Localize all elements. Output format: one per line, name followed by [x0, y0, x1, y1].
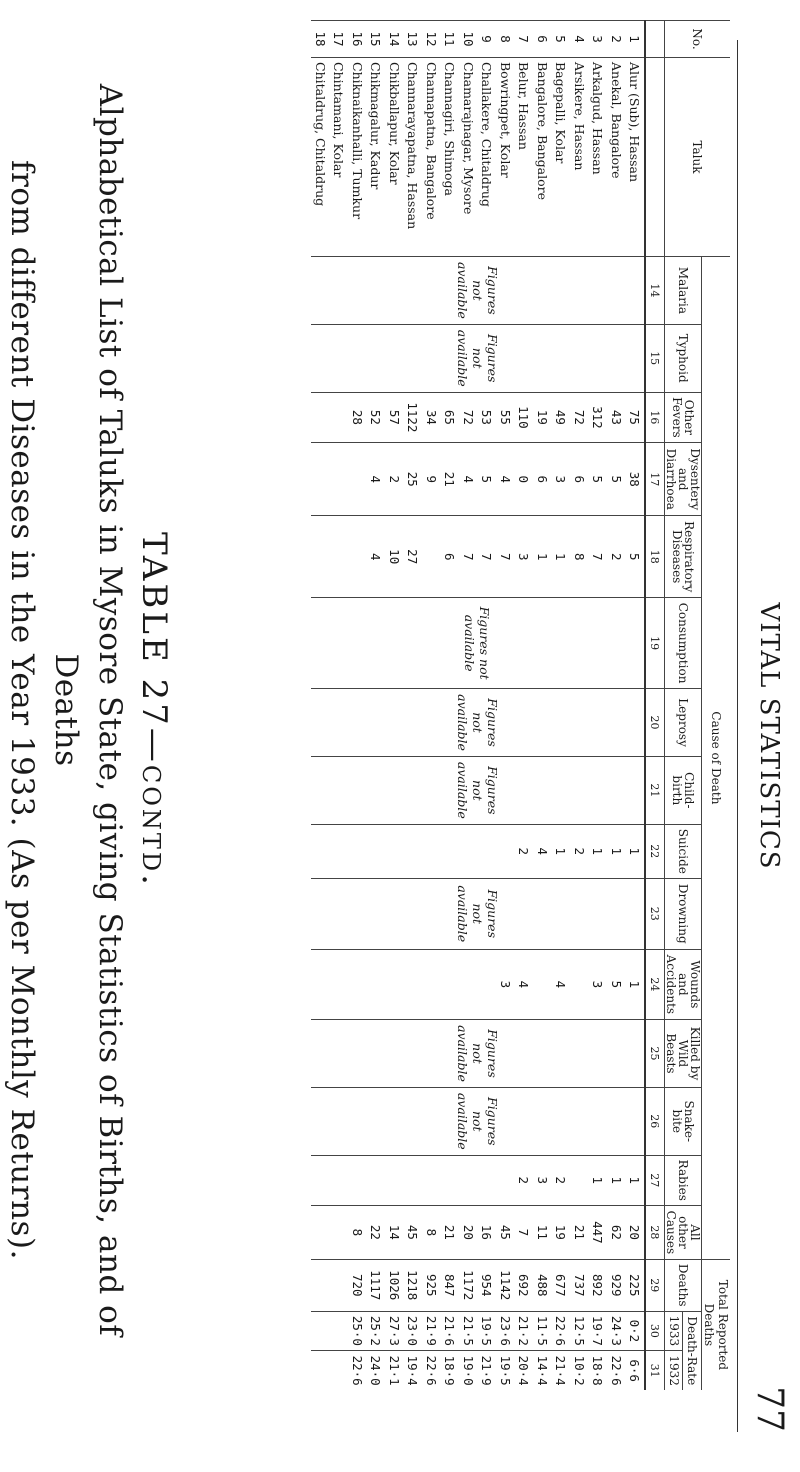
cell-respiratory: 5 [626, 516, 646, 598]
cell-wounds: 4 [515, 949, 534, 1019]
column-number: 15 [645, 324, 665, 392]
cell-deaths: 1117 [367, 1259, 386, 1311]
cell-dysentery: 3 [552, 443, 571, 516]
col-header-death-rate: Death-Rate [683, 1311, 702, 1390]
col-header-total-reported-deaths: Total Reported Deaths [702, 1259, 731, 1390]
cell-respiratory: 1 [552, 516, 571, 598]
column-number: 19 [645, 598, 665, 689]
cell-rate-1932: 18·9 [441, 1351, 460, 1390]
column-number: 26 [645, 1087, 665, 1155]
col-header-deaths: Deaths [665, 1259, 702, 1311]
page-number: 77 [749, 1386, 790, 1432]
cell-suicide [441, 824, 460, 878]
cell-all-other: 14 [385, 1205, 404, 1259]
column-number: 21 [645, 756, 665, 824]
cell-dysentery: 4 [459, 443, 478, 516]
cell-suicide: 1 [607, 824, 626, 878]
cell-all-other: 45 [496, 1205, 515, 1259]
cell-wounds [441, 949, 460, 1019]
cell-suicide [422, 824, 441, 878]
cell-dysentery: 21 [441, 443, 460, 516]
cell-deaths: 692 [515, 1259, 534, 1311]
cell-respiratory: 7 [478, 516, 497, 598]
col-header-leprosy: Leprosy [665, 689, 702, 757]
cell-respiratory [311, 516, 330, 598]
cell-all-other: 11 [533, 1205, 552, 1259]
column-number: 16 [645, 392, 665, 443]
cell-rate-1932: 18·8 [589, 1351, 608, 1390]
row-number: 9 [478, 21, 497, 58]
col-header-typhoid: Typhoid [665, 324, 702, 392]
cell-other-fevers: 52 [367, 392, 386, 443]
cell-other-fevers: 312 [589, 392, 608, 443]
taluk-name: Bowringpet, Kolar [496, 58, 515, 257]
vital-statistics-table [311, 20, 730, 1390]
col-header-drowning: Drowning [665, 878, 702, 949]
cell-dysentery: 25 [404, 443, 423, 516]
cell-all-other: 22 [367, 1205, 386, 1259]
cell-wounds: 3 [496, 949, 515, 1019]
cell-all-other: 20 [459, 1205, 478, 1259]
cell-other-fevers: 65 [441, 392, 460, 443]
col-header-consumption: Consumption [665, 598, 702, 689]
cell-respiratory: 6 [441, 516, 460, 598]
taluk-name: Chintamani, Kolar [330, 58, 349, 257]
cell-dysentery: 2 [385, 443, 404, 516]
cell-wounds: 4 [552, 949, 571, 1019]
cell-respiratory: 7 [496, 516, 515, 598]
cell-dysentery: 9 [422, 443, 441, 516]
row-number: 18 [311, 21, 330, 58]
not-available-note: Figures not available [311, 598, 645, 689]
cell-deaths: 847 [441, 1259, 460, 1311]
cell-rate-1933: 22·6 [552, 1311, 571, 1351]
not-available-note: Figures not available [311, 324, 645, 392]
caption-line-2: from different Diseases in the Year 1933. (As per Monthly Returns). [4, 160, 40, 1260]
taluk-name: Alur (Sub), Hassan [626, 58, 646, 257]
cell-suicide [367, 824, 386, 878]
table-number: TABLE 27—contd. [134, 532, 174, 888]
col-header-respiratory-diseases: Respiratory Diseases [665, 516, 702, 598]
row-number: 5 [552, 21, 571, 58]
cell-respiratory: 4 [367, 516, 386, 598]
cell-suicide [459, 824, 478, 878]
taluk-name: Chiknaikanhalli, Tumkur [348, 58, 367, 257]
column-number: 29 [645, 1259, 665, 1311]
cell-suicide: 2 [515, 824, 534, 878]
taluk-name: Chikmagalur, Kadur [367, 58, 386, 257]
cell-all-other: 62 [607, 1205, 626, 1259]
cell-dysentery [348, 443, 367, 516]
cell-wild-beasts [385, 1155, 404, 1205]
column-number: 23 [645, 878, 665, 949]
cell-other-fevers: 110 [515, 392, 534, 443]
cell-rate-1933: 21·2 [515, 1311, 534, 1351]
cell-deaths: 488 [533, 1259, 552, 1311]
row-number: 1 [626, 21, 646, 58]
cell-wild-beasts [348, 1155, 367, 1205]
row-number: 6 [533, 21, 552, 58]
cell-wounds: 5 [607, 949, 626, 1019]
cell-wild-beasts [478, 1155, 497, 1205]
col-header-child-birth: Child-birth [665, 756, 702, 824]
cell-suicide [478, 824, 497, 878]
row-number: 14 [385, 21, 404, 58]
cell-other-fevers: 55 [496, 392, 515, 443]
cell-deaths: 1172 [459, 1259, 478, 1311]
cell-wild-beasts [311, 1155, 330, 1205]
cell-rate-1932: 14·4 [533, 1351, 552, 1390]
col-header-suicide: Suicide [665, 824, 702, 878]
cell-deaths: 225 [626, 1259, 646, 1311]
cell-other-fevers: 34 [422, 392, 441, 443]
cell-rate-1933: 0·2 [626, 1311, 646, 1351]
cell-rate-1932: 21·1 [385, 1351, 404, 1390]
cell-deaths [311, 1259, 330, 1311]
cell-suicide: 2 [570, 824, 589, 878]
cell-respiratory: 2 [607, 516, 626, 598]
row-number: 2 [607, 21, 626, 58]
cell-rate-1933: 27·3 [385, 1311, 404, 1351]
cell-rate-1932 [311, 1351, 330, 1390]
cell-all-other [311, 1205, 330, 1259]
row-number: 4 [570, 21, 589, 58]
cell-rate-1933: 21·6 [441, 1311, 460, 1351]
column-number: 25 [645, 1020, 665, 1088]
cell-all-other: 19 [552, 1205, 571, 1259]
cell-other-fevers [330, 392, 349, 443]
taluk-name: Belur, Hassan [515, 58, 534, 257]
cell-rate-1932: 22·6 [607, 1351, 626, 1390]
cell-deaths: 892 [589, 1259, 608, 1311]
cell-rate-1933: 11·5 [533, 1311, 552, 1351]
column-number: 27 [645, 1155, 665, 1205]
not-available-note: Figures not available [311, 1020, 645, 1088]
cell-rate-1933 [311, 1311, 330, 1351]
cell-suicide: 4 [533, 824, 552, 878]
cell-dysentery: 0 [515, 443, 534, 516]
taluk-name: Anekal, Bangalore [607, 58, 626, 257]
cell-wild-beasts [496, 1155, 515, 1205]
cell-deaths: 720 [348, 1259, 367, 1311]
cell-wounds [570, 949, 589, 1019]
column-number: 18 [645, 516, 665, 598]
cell-deaths [330, 1259, 349, 1311]
cell-suicide: 1 [552, 824, 571, 878]
row-number: 11 [441, 21, 460, 58]
cell-wounds [311, 949, 330, 1019]
taluk-name: Chamarajnagar, Mysore [459, 58, 478, 257]
cell-respiratory: 3 [515, 516, 534, 598]
cell-wild-beasts: 2 [552, 1155, 571, 1205]
col-header-1933: 1933 [665, 1311, 684, 1351]
page-header [742, 40, 792, 1432]
table-caption [0, 60, 176, 1360]
cell-rate-1933: 25·2 [367, 1311, 386, 1351]
taluk-name: Chikballapur, Kolar [385, 58, 404, 257]
cell-respiratory: 7 [459, 516, 478, 598]
cell-respiratory: 10 [385, 516, 404, 598]
col-header-wild-beasts: Killed by Wild Beasts [665, 1020, 702, 1088]
cell-dysentery [311, 443, 330, 516]
table-body [311, 21, 645, 1391]
taluk-name: Arkalgud, Hassan [589, 58, 608, 257]
cell-rate-1932: 22·6 [348, 1351, 367, 1390]
cell-wounds [422, 949, 441, 1019]
cell-dysentery [330, 443, 349, 516]
cell-dysentery: 6 [533, 443, 552, 516]
cell-rate-1933: 23·0 [404, 1311, 423, 1351]
column-number: 17 [645, 443, 665, 516]
cell-wild-beasts [570, 1155, 589, 1205]
cell-wounds [330, 949, 349, 1019]
cell-wild-beasts [367, 1155, 386, 1205]
row-number: 15 [367, 21, 386, 58]
cell-respiratory: 27 [404, 516, 423, 598]
column-number: 20 [645, 689, 665, 757]
cell-rate-1932: 24·0 [367, 1351, 386, 1390]
header-rule [737, 40, 738, 1432]
cell-rate-1933: 21·9 [422, 1311, 441, 1351]
col-header-snake-bite: Snake-bite [665, 1087, 702, 1155]
not-available-note: Figures not available [311, 689, 645, 757]
cell-rate-1933: 19·7 [589, 1311, 608, 1351]
col-header-taluk: Taluk [665, 58, 731, 257]
cell-all-other: 16 [478, 1205, 497, 1259]
cell-suicide [404, 824, 423, 878]
cell-dysentery: 5 [478, 443, 497, 516]
row-number: 3 [589, 21, 608, 58]
cell-other-fevers: 57 [385, 392, 404, 443]
cell-suicide: 1 [626, 824, 646, 878]
cell-rate-1933: 24·3 [607, 1311, 626, 1351]
cell-other-fevers: 43 [607, 392, 626, 443]
cell-rate-1933: 21·5 [459, 1311, 478, 1351]
cell-wounds: 1 [626, 949, 646, 1019]
cell-other-fevers: 19 [533, 392, 552, 443]
column-number: 31 [645, 1351, 665, 1390]
cell-deaths: 677 [552, 1259, 571, 1311]
cell-all-other: 21 [441, 1205, 460, 1259]
cell-suicide [348, 824, 367, 878]
cell-respiratory: 7 [589, 516, 608, 598]
cell-deaths: 1026 [385, 1259, 404, 1311]
cell-wounds [533, 949, 552, 1019]
cell-wounds [404, 949, 423, 1019]
cell-rate-1932: 21·9 [478, 1351, 497, 1390]
cell-rate-1932: 20·4 [515, 1351, 534, 1390]
column-number: 30 [645, 1311, 665, 1351]
cell-wild-beasts: 1 [589, 1155, 608, 1205]
cell-wounds [459, 949, 478, 1019]
cell-rate-1933: 12·5 [570, 1311, 589, 1351]
cell-rate-1932: 6·6 [626, 1351, 646, 1390]
cell-other-fevers: 28 [348, 392, 367, 443]
cell-other-fevers: 75 [626, 392, 646, 443]
taluk-name: Channagiri, Shimoga [441, 58, 460, 257]
cell-suicide [496, 824, 515, 878]
cell-dysentery: 4 [496, 443, 515, 516]
cell-wild-beasts: 3 [533, 1155, 552, 1205]
row-number: 12 [422, 21, 441, 58]
col-header-dysentery-diarrhoea: Dysentery and Diarrhoea [665, 443, 702, 516]
not-available-note: Figures not available [311, 257, 645, 325]
cell-wild-beasts [330, 1155, 349, 1205]
cell-wild-beasts [441, 1155, 460, 1205]
row-number: 17 [330, 21, 349, 58]
column-number [645, 58, 665, 257]
column-number: 24 [645, 949, 665, 1019]
cell-wounds: 3 [589, 949, 608, 1019]
row-number: 10 [459, 21, 478, 58]
cell-wild-beasts: 1 [626, 1155, 646, 1205]
cell-wild-beasts: 1 [607, 1155, 626, 1205]
cell-rate-1932: 19·0 [459, 1351, 478, 1390]
col-header-no: No. [665, 21, 731, 58]
cell-wounds [367, 949, 386, 1019]
not-available-note: Figures not available [311, 1087, 645, 1155]
cell-respiratory [422, 516, 441, 598]
cell-wild-beasts: 2 [515, 1155, 534, 1205]
cell-other-fevers: 49 [552, 392, 571, 443]
taluk-name: Channapatna, Bangalore [422, 58, 441, 257]
col-header-wounds-accidents: Wounds and Accidents [665, 949, 702, 1019]
cell-respiratory: 8 [570, 516, 589, 598]
cell-wounds [478, 949, 497, 1019]
cell-rate-1932: 19·5 [496, 1351, 515, 1390]
taluk-name: Chitaldrug, Chitaldrug [311, 58, 330, 257]
cell-wild-beasts [404, 1155, 423, 1205]
cell-dysentery: 5 [589, 443, 608, 516]
table-row [626, 21, 646, 1391]
cell-dysentery: 5 [607, 443, 626, 516]
taluk-name: Bagepalli, Kolar [552, 58, 571, 257]
cell-all-other [330, 1205, 349, 1259]
col-header-1932: 1932 [665, 1351, 684, 1390]
cell-all-other: 8 [422, 1205, 441, 1259]
column-number: 28 [645, 1205, 665, 1259]
column-number: 14 [645, 257, 665, 325]
cell-rate-1933: 19·5 [478, 1311, 497, 1351]
not-available-note: Figures not available [311, 878, 645, 949]
cell-rate-1932: 10·2 [570, 1351, 589, 1390]
cell-other-fevers: 1122 [404, 392, 423, 443]
cell-wounds [348, 949, 367, 1019]
row-number: 16 [348, 21, 367, 58]
not-available-note: Figures not available [311, 756, 645, 824]
cell-dysentery: 6 [570, 443, 589, 516]
cell-deaths: 925 [422, 1259, 441, 1311]
cell-dysentery: 4 [367, 443, 386, 516]
cell-rate-1933 [330, 1311, 349, 1351]
cell-deaths: 929 [607, 1259, 626, 1311]
taluk-name: Channarayapatna, Hassan [404, 58, 423, 257]
cell-wild-beasts [459, 1155, 478, 1205]
cell-rate-1932: 22·6 [422, 1351, 441, 1390]
cell-dysentery: 38 [626, 443, 646, 516]
cell-other-fevers [311, 392, 330, 443]
row-number: 13 [404, 21, 423, 58]
running-head: VITAL STATISTICS [754, 602, 784, 870]
cell-suicide: 1 [589, 824, 608, 878]
cell-respiratory [330, 516, 349, 598]
cell-all-other: 7 [515, 1205, 534, 1259]
cell-all-other: 21 [570, 1205, 589, 1259]
cell-other-fevers: 72 [570, 392, 589, 443]
col-header-all-other-causes: All other Causes [665, 1205, 702, 1259]
cell-deaths: 954 [478, 1259, 497, 1311]
cell-wounds [385, 949, 404, 1019]
cell-rate-1932: 21·4 [552, 1351, 571, 1390]
cell-other-fevers: 72 [459, 392, 478, 443]
col-header-cause-of-death: Cause of Death [702, 257, 731, 1260]
cell-rate-1932: 19·4 [404, 1351, 423, 1390]
cell-deaths: 1142 [496, 1259, 515, 1311]
col-header-malaria: Malaria [665, 257, 702, 325]
taluk-name: Arsikere, Hassan [570, 58, 589, 257]
caption-line-1: Alphabetical List of Taluks in Mysore State, giving Statistics of Births, and of Deaths [48, 83, 128, 1337]
header-row [702, 21, 731, 1391]
cell-all-other: 20 [626, 1205, 646, 1259]
cell-rate-1933: 25·0 [348, 1311, 367, 1351]
cell-suicide [311, 824, 330, 878]
cell-deaths: 737 [570, 1259, 589, 1311]
taluk-name: Bangalore, Bangalore [533, 58, 552, 257]
cell-wild-beasts [422, 1155, 441, 1205]
cell-rate-1933: 23·6 [496, 1311, 515, 1351]
taluk-name: Challakere, Chitaldrug [478, 58, 497, 257]
cell-suicide [385, 824, 404, 878]
cell-respiratory: 1 [533, 516, 552, 598]
cell-all-other: 447 [589, 1205, 608, 1259]
column-number: 22 [645, 824, 665, 878]
cell-suicide [330, 824, 349, 878]
cell-all-other: 45 [404, 1205, 423, 1259]
column-number [645, 21, 665, 58]
cell-all-other: 8 [348, 1205, 367, 1259]
col-header-rabies: Rabies [665, 1155, 702, 1205]
row-number: 8 [496, 21, 515, 58]
row-number: 7 [515, 21, 534, 58]
cell-deaths: 1218 [404, 1259, 423, 1311]
column-number-row [645, 21, 665, 1391]
cell-respiratory [348, 516, 367, 598]
col-header-other-fevers: Other Fevers [665, 392, 702, 443]
cell-rate-1932 [330, 1351, 349, 1390]
cell-other-fevers: 53 [478, 392, 497, 443]
